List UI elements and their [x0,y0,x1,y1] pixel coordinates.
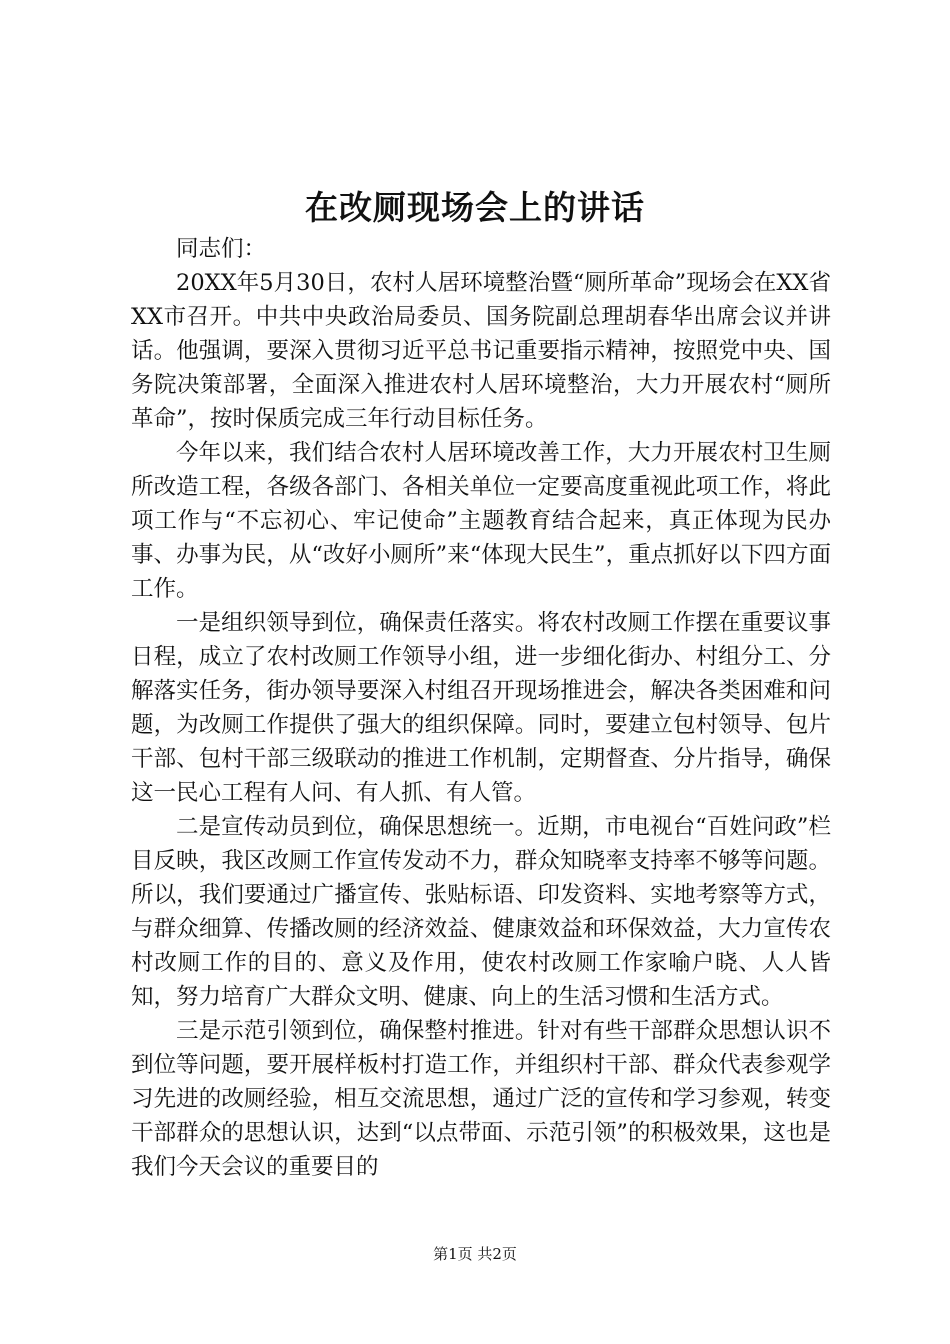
paragraph-meeting-background: 20XX年5月30日，农村人居环境整治暨“厕所革命”现场会在XX省XX市召开。中共中央政治局委员、国务院副总理胡春华出席会议并讲话。他强调，要深入贯彻习近平总书记重要指示精神，按照党中央、国务院决策部署，全面深入推进农村人居环境整治，大力开展农村“厕所革命”，按时保质完成三年行动目标任务。 [131,270,831,432]
paragraph-point-two: 二是宣传动员到位，确保思想统一。近期，市电视台“百姓问政”栏目反映，我区改厕工作宣传发动不力，群众知晓率支持率不够等问题。所以，我们要通过广播宣传、张贴标语、印发资料、实地考察等方式，与群众细算、传播改厕的经济效益、健康效益和环保效益，大力宣传农村改厕工作的目的、意义及作用，使农村改厕工作家喻户晓、人人皆知，努力培育广大群众文明、健康、向上的生活习惯和生活方式。 [131,814,831,1010]
paragraph-point-three: 三是示范引领到位，确保整村推进。针对有些干部群众思想认识不到位等问题，要开展样板村打造工作，并组织村干部、群众代表参观学习先进的改厕经验，相互交流思想，通过广泛的宣传和学习参观，转变干部群众的思想认识，达到“以点带面、示范引领”的积极效果，这也是我们今天会议的重要目的 [131,1018,831,1180]
paragraph-point-one: 一是组织领导到位，确保责任落实。将农村改厕工作摆在重要议事日程，成立了农村改厕工作领导小组，进一步细化街办、村组分工、分解落实任务，街办领导要深入村组召开现场推进会，解决各类困难和问题，为改厕工作提供了强大的组织保障。同时，要建立包村领导、包片干部、包村干部三级联动的推进工作机制，定期督查、分片指导，确保这一民心工程有人问、有人抓、有人管。 [131,610,831,806]
paragraph-work-overview: 今年以来，我们结合农村人居环境改善工作，大力开展农村卫生厕所改造工程，各级各部门、各相关单位一定要高度重视此项工作，将此项工作与“不忘初心、牢记使命”主题教育结合起来，真正体现为民办事、办事为民，从“改好小厕所”来“体现大民生”，重点抓好以下四方面工作。 [131,440,831,602]
salutation: 同志们： [176,236,267,262]
page-number-footer: 第1页 共2页 [433,1245,517,1263]
document-body [131,232,831,1184]
document-title: 在改厕现场会上的讲话 [305,188,645,227]
